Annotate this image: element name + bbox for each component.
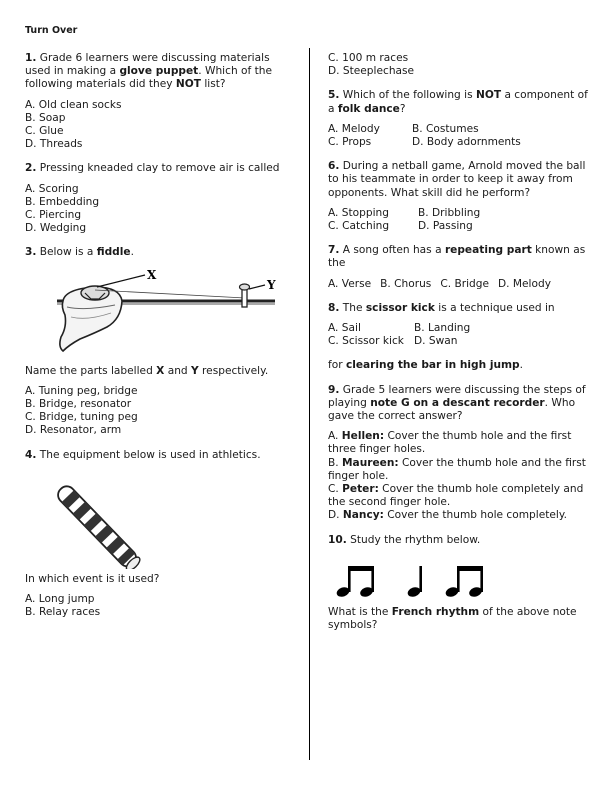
option: A. Scoring [25,182,79,195]
beamed-eighth-notes-icon [335,566,374,598]
option: C. Props [328,136,372,149]
fiddle-diagram [25,267,295,365]
question-number: 8. [328,301,340,314]
option: D. Passing [418,220,473,233]
option: A. Melody [328,122,380,135]
question-5-options [328,123,596,149]
question-9: 9. Grade 5 learners were discussing the steps of playing note G on a descant recorder. Who gave the correct answer? [328,383,586,423]
question-6: 6. During a netball game, Arnold moved the ball to his teammate in order to keep it away from opponents. What skill did he perform? [328,160,586,199]
option: A. Stopping [328,206,389,219]
option: B. Costumes [412,122,479,135]
label-x: X [147,267,157,282]
option: B. Dribbling [418,206,481,219]
option: C. Catching [328,220,390,233]
rhythm-notes [328,554,528,606]
option: C. Piercing [25,209,82,222]
option: C. Scissor kick [328,335,404,348]
option: D. Resonator, arm [25,424,122,437]
question-number: 7. [328,244,340,257]
option: C. 100 m races [328,52,409,64]
option: C. Bridge, tuning peg [25,411,138,424]
option: B. Chorus [380,277,432,290]
question-number: 10. [328,533,347,546]
question-5: 5. Which of the following is NOT a component of a folk dance? [328,89,588,115]
question-4-options-right [328,52,596,78]
question-2-options [25,183,295,236]
fiddle-figure [25,267,295,365]
question-10-prompt: What is the French rhythm of the above note symbols? [328,605,577,632]
option: D. Steeplechase [328,65,415,78]
relay-baton-illustration [25,469,225,569]
question-4-options-left [25,593,295,619]
question-4-prompt: In which event is it used? [25,572,160,585]
option: B. Landing [414,322,471,335]
option: A. Long jump [25,593,95,606]
option: D. Body adornments [412,136,521,149]
option: D. Nancy: Cover the thumb hole completely. [328,509,567,522]
option: A. Tuning peg, bridge [25,384,138,397]
option: C. Glue [25,125,64,138]
quarter-note-icon [406,566,422,598]
question-number: 3. [25,246,37,259]
question-9-options [328,430,596,522]
option: A. Verse [328,277,372,290]
left-column [25,52,295,630]
question-3-prompt: Name the parts labelled X and Y respectively. [25,364,269,377]
question-1: 1. Grade 6 learners were discussing materials used in making a glove puppet. Which of the following materials did they NOT list? [25,52,272,91]
option: C. Peter: Cover the thumb hole completely and the second finger hole. [328,483,584,509]
question-6-options [328,207,596,233]
question-7-options [328,278,596,291]
question-8-options [328,322,596,348]
option: D. Swan [414,335,458,348]
option: B. Bridge, resonator [25,398,132,411]
column-divider [309,48,310,760]
option: B. Embedding [25,195,100,208]
option: B. Maureen: Cover the thumb hole and the first finger hole. [328,456,586,482]
option: A. Hellen: Cover the thumb hole and the first three finger holes. [328,430,572,456]
option: A. Sail [328,322,361,335]
question-3: 3. Below is a fiddle. [25,246,134,259]
question-3-options [25,385,295,438]
option: B. Soap [25,111,66,124]
question-1-options [25,99,295,152]
option: D. Threads [25,138,83,151]
option: D. Melody [498,277,551,290]
rhythm-figure [328,554,596,606]
question-4: 4. The equipment below is used in athletics. [25,448,261,461]
question-7: 7. A song often has a repeating part known as the [328,244,586,270]
question-2: 2. Pressing kneaded clay to remove air is called [25,162,280,175]
option: D. Wedging [25,222,87,235]
question-number: 5. [328,89,340,102]
option: C. Bridge [440,277,489,290]
option: B. Relay races [25,606,101,619]
question-8-tail: for clearing the bar in high jump. [328,359,523,372]
question-number: 2. [25,162,37,175]
label-y: Y [267,277,276,292]
question-number: 4. [25,448,37,461]
beamed-eighth-notes-icon [444,566,483,598]
question-number: 9. [328,383,340,396]
option: A. Old clean socks [25,98,122,111]
question-10: 10. Study the rhythm below. [328,533,481,546]
question-number: 6. [328,160,340,173]
page-header: Turn Over [25,25,78,36]
baton-figure [25,469,295,569]
question-number: 1. [25,52,37,64]
right-column [328,52,596,639]
question-8: 8. The scissor kick is a technique used in [328,301,555,314]
